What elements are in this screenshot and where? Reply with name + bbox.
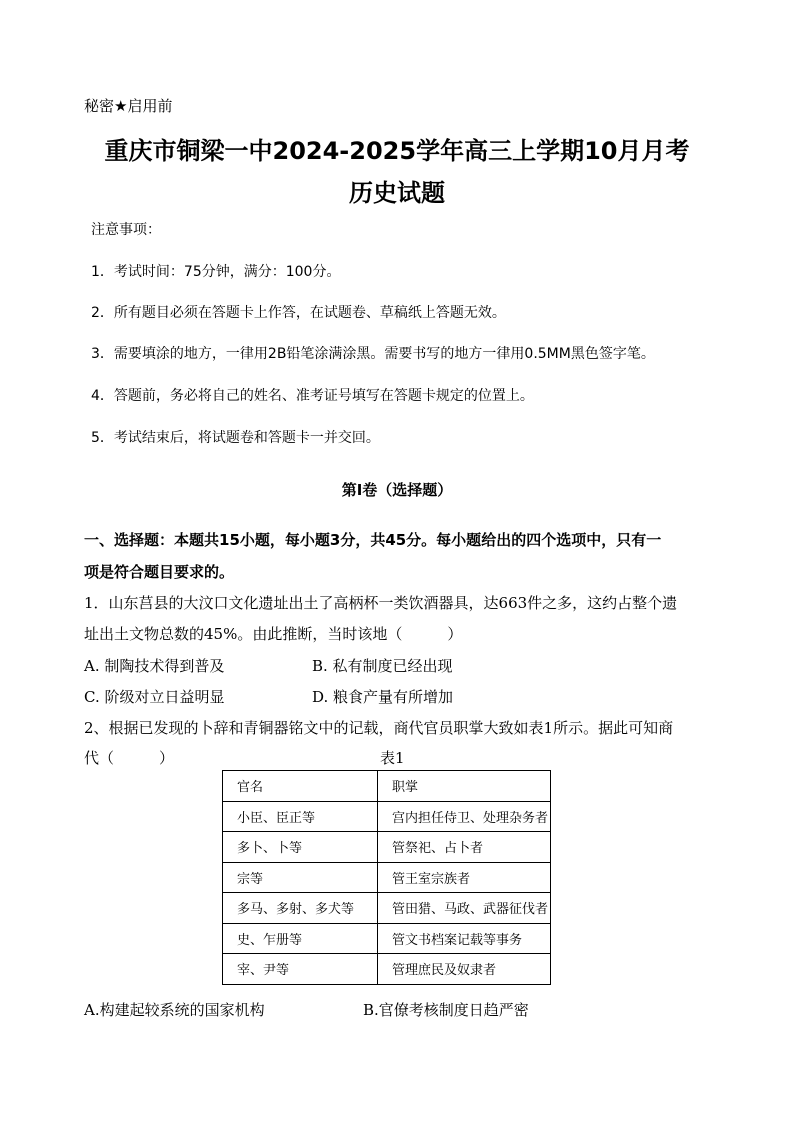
table-cell-duty: 宫内担任侍卫、处理杂务者 [378, 801, 551, 832]
table-cell-title: 多马、多射、多犬等 [223, 893, 378, 924]
section-instruction-line2: 项是符合题目要求的。 [84, 563, 235, 581]
note-item-5: 5．考试结束后，将试题卷和答题卡一并交回。 [91, 430, 380, 446]
table-row [223, 862, 551, 893]
exam-title: 重庆市铜梁一中2024-2025学年高三上学期10月月考 [104, 137, 690, 165]
table-row [223, 954, 551, 985]
note-item-3: 3．需要填涂的地方，一律用2B铅笔涂满涂黑。需要书写的地方一律用0.5MM黑色签字笔。 [91, 346, 655, 362]
table-caption: 表1 [380, 749, 405, 767]
q2-stem-line1: 2、根据已发现的卜辞和青铜器铭文中的记载，商代官员职掌大致如表1所示。据此可知商 [84, 719, 674, 737]
table-cell-duty: 管理庶民及奴隶者 [378, 954, 551, 985]
table-row [223, 832, 551, 863]
table-row [223, 923, 551, 954]
q1-option-c: C. 阶级对立日益明显 [84, 688, 225, 706]
table-header-row [223, 771, 551, 802]
q1-stem-line2: 址出土文物总数的45%。由此推断，当时该地（ ） [84, 625, 463, 643]
q2-option-a: A.构建起较系统的国家机构 [84, 1001, 265, 1019]
table-row [223, 801, 551, 832]
q2-stem-line2: 代（ ） [84, 749, 175, 767]
table-header-duty: 职掌 [378, 771, 551, 802]
section-title: 第Ⅰ卷（选择题） [341, 481, 453, 499]
table-header-title: 官名 [223, 771, 378, 802]
q1-stem-line1: 1．山东莒县的大汶口文化遗址出土了高柄杯一类饮酒器具，达663件之多，这约占整个遗 [84, 594, 678, 612]
table-cell-title: 小臣、臣正等 [223, 801, 378, 832]
exam-subject: 历史试题 [349, 179, 445, 207]
official-duties-table [222, 770, 551, 985]
q2-option-b: B.官僚考核制度日趋严密 [363, 1001, 529, 1019]
notes-heading: 注意事项： [91, 222, 161, 238]
confidential-mark: 秘密★启用前 [84, 97, 173, 115]
table-cell-duty: 管文书档案记载等事务 [378, 923, 551, 954]
note-item-4: 4．答题前，务必将自己的姓名、准考证号填写在答题卡规定的位置上。 [91, 388, 534, 404]
table-cell-duty: 管祭祀、占卜者 [378, 832, 551, 863]
table-cell-title: 宗等 [223, 862, 378, 893]
q1-option-a: A. 制陶技术得到普及 [84, 657, 225, 675]
table-cell-title: 宰、尹等 [223, 954, 378, 985]
table-cell-duty: 管王室宗族者 [378, 862, 551, 893]
table-cell-duty: 管田猎、马政、武器征伐者 [378, 893, 551, 924]
note-item-2: 2．所有题目必须在答题卡上作答，在试题卷、草稿纸上答题无效。 [91, 305, 506, 321]
table-cell-title: 多卜、卜等 [223, 832, 378, 863]
section-instruction-line1: 一、选择题：本题共15小题，每小题3分，共45分。每小题给出的四个选项中，只有一 [84, 531, 662, 549]
table-cell-title: 史、乍册等 [223, 923, 378, 954]
q1-option-b: B. 私有制度已经出现 [312, 657, 453, 675]
note-item-1: 1．考试时间：75分钟，满分：100分。 [91, 264, 341, 280]
table-row [223, 893, 551, 924]
q1-option-d: D. 粮食产量有所增加 [312, 688, 454, 706]
